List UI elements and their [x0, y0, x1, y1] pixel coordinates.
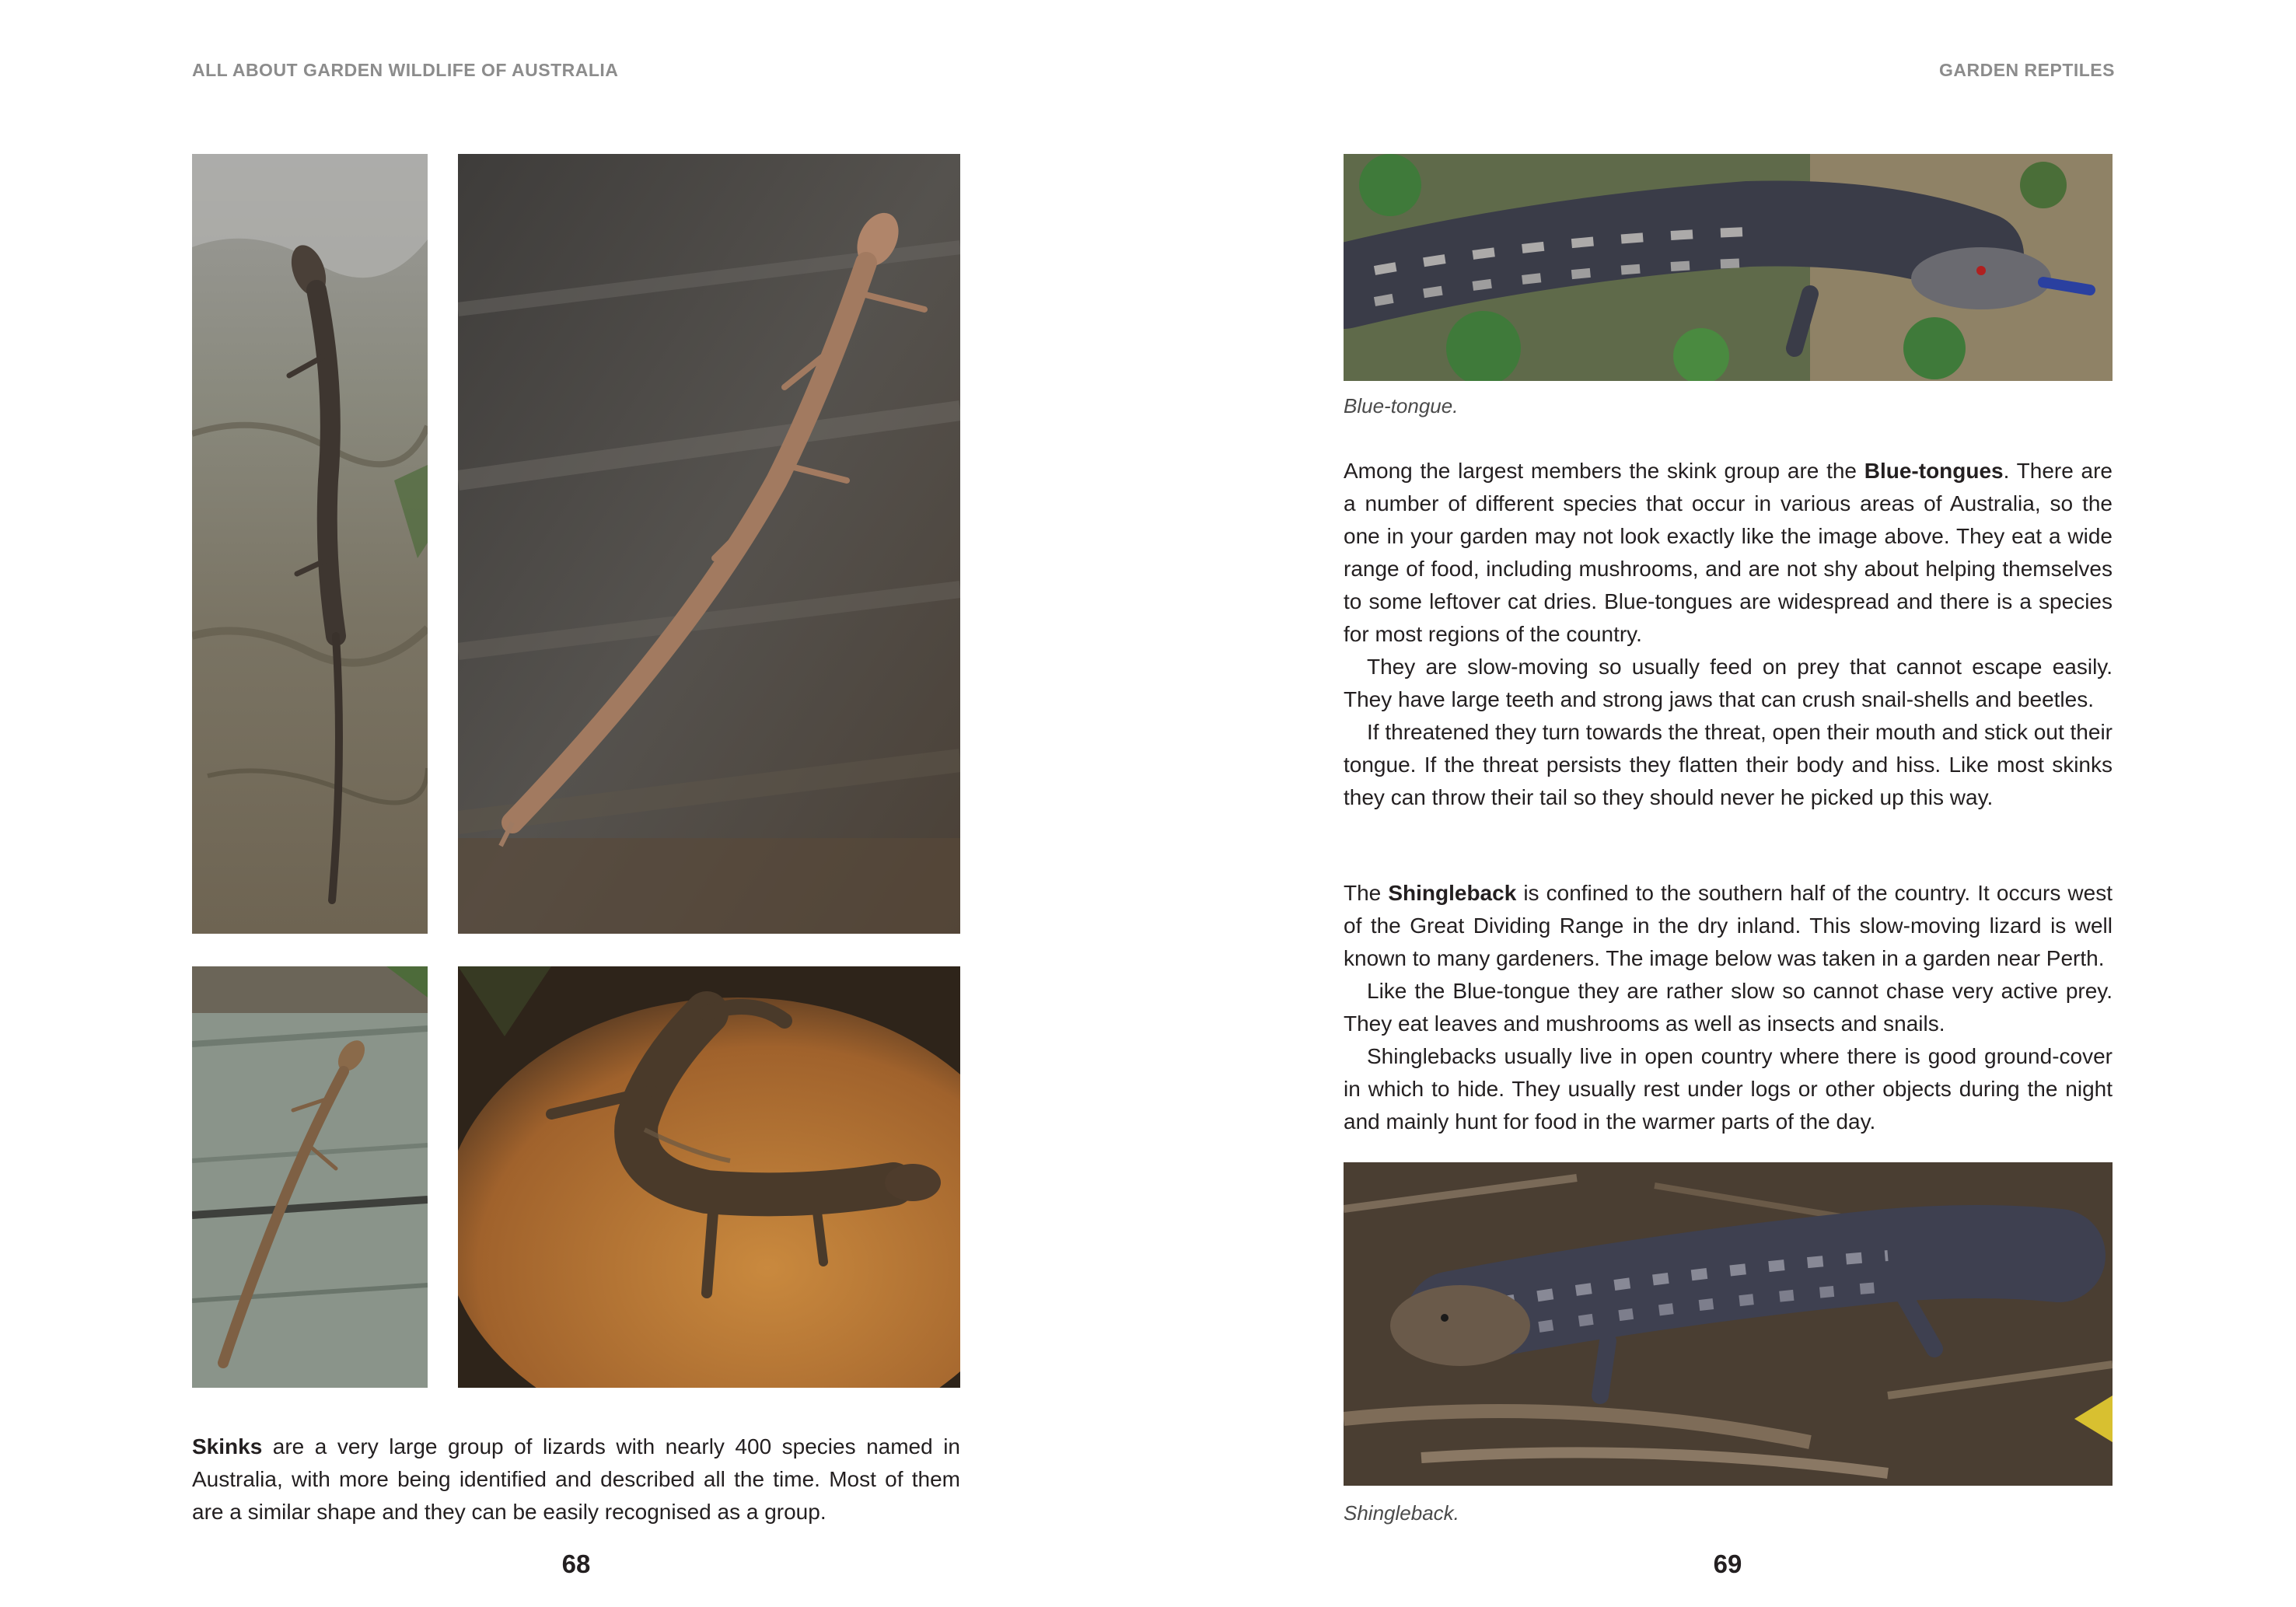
shingleback-photo [1344, 1162, 2113, 1486]
skink-photo-1 [192, 154, 428, 934]
running-head-right: GARDEN REPTILES [1938, 60, 2115, 80]
skink-photo-4 [458, 966, 960, 1388]
skink-photo-3 [192, 966, 428, 1388]
blue-tongue-p1-start: Among the largest members the skink group are the [1344, 459, 1864, 483]
skinks-text: are a very large group of lizards with nearly 400 species named in Australia, with more being identified and described all the time. Most of them are a similar shape and they can be easily recognised as a group. [192, 1434, 960, 1524]
shingleback-term: Shingleback [1388, 881, 1517, 905]
skinks-term: Skinks [192, 1434, 263, 1459]
running-head-left: ALL ABOUT GARDEN WILDLIFE OF AUSTRALIA [192, 60, 619, 80]
page-number-right: 69 [1713, 1549, 1742, 1578]
skink-photo-2 [458, 154, 960, 934]
blue-tongue-photo [1344, 154, 2113, 381]
blue-tongue-text [1344, 455, 2113, 814]
shingleback-p1-end: is confined to the southern half of the country. It occurs west of the Great Dividing Range in the dry inland. This slow-moving lizard is well known to many gardeners. The image below was taken in a garden near Perth. [1344, 881, 2113, 970]
shingleback-p3: Shinglebacks usually live in open country where there is good ground-cover in which to hide. They usually rest under logs or other objects during the night and mainly hunt for food in the warmer parts of the day. [1344, 1044, 2113, 1134]
blue-tongue-term: Blue-tongues [1864, 459, 2004, 483]
blue-tongue-caption: Blue-tongue. [1344, 394, 1459, 417]
shingleback-p2: Like the Blue-tongue they are rather slow so cannot chase very active prey. They eat leaves and mushrooms as well as insects and snails. [1344, 979, 2113, 1036]
blue-tongue-p1-end: . There are a number of different species that occur in various areas of Australia, so the one in your garden may not look exactly like the image above. They eat a wide range of food, including mushrooms, and are not shy about helping themselves to some leftover cat dries. Blue-tongues are widespread and there is a species for most regions of the country. [1344, 459, 2113, 646]
page-number-left: 68 [561, 1549, 591, 1578]
skinks-paragraph [192, 1431, 960, 1528]
blue-tongue-p3: If threatened they turn towards the threat, open their mouth and stick out their tongue. If the threat persists they flatten their body and hiss. Like most skinks they can throw their tail so they should never he picked up this way. [1344, 720, 2113, 809]
shingleback-text [1344, 877, 2113, 1138]
blue-tongue-p2: They are slow-moving so usually feed on prey that cannot escape easily. They have large teeth and strong jaws that can crush snail-shells and beetles. [1344, 655, 2113, 711]
shingleback-p1-start: The [1344, 881, 1389, 905]
shingleback-caption: Shingleback. [1344, 1501, 1459, 1525]
